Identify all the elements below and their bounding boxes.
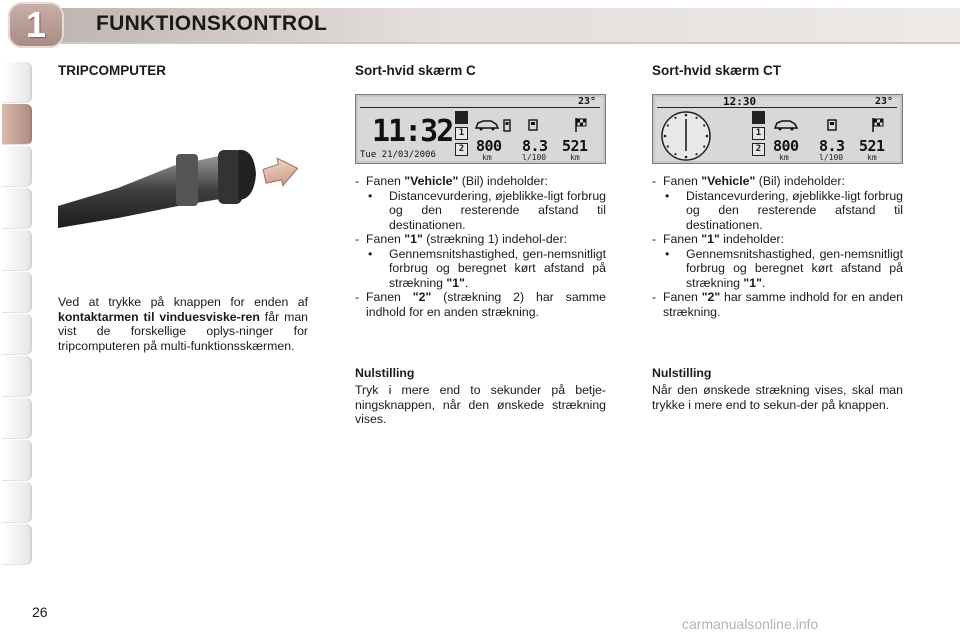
- list-item: - Fanen "1" (strækning 1) indehol-der:: [355, 232, 568, 246]
- side-tab[interactable]: [2, 188, 32, 229]
- description-text: Ved at trykke på knappen for enden af: [58, 295, 308, 309]
- display-date: Tue 21/03/2006: [360, 150, 436, 160]
- list-item: - Fanen "Vehicle" (Bil) indeholder:: [652, 174, 845, 188]
- display-unit-consumption: l/100: [522, 153, 547, 162]
- list-item: - Fanen "2" har samme indhold for en anden strækning.: [652, 290, 903, 319]
- screen-ct-heading: Sort-hvid skærm CT: [652, 63, 782, 78]
- fuel-pump-icon: [503, 118, 513, 132]
- display-value-consumption: 8.3: [522, 137, 548, 155]
- wiper-stalk-illustration: [58, 140, 308, 230]
- reset-text: Når den ønskede strækning vises, skal man trykke i mere end to sekun-der på knappen.: [652, 383, 903, 412]
- side-tab[interactable]: [2, 356, 32, 397]
- display-value-distance: 800: [773, 137, 799, 155]
- list-item: - Fanen "Vehicle" (Bil) indeholder:: [355, 174, 548, 188]
- fuel-gauge-icon: [827, 119, 837, 131]
- screen-c-heading: Sort-hvid skærm C: [355, 63, 476, 78]
- display-unit-range: km: [570, 153, 580, 162]
- tab-1: 1: [752, 127, 765, 140]
- display-value-range: 521: [562, 137, 588, 155]
- page-title: FUNKTIONSKONTROL: [96, 12, 328, 35]
- chapter-side-tabs: [0, 62, 34, 582]
- chequered-flag-icon: [871, 117, 885, 133]
- reset-text: Tryk i mere end to sekunder på betje-ningsknappen, når den ønskede strækning vises.: [355, 383, 606, 426]
- side-tab-active[interactable]: [2, 104, 32, 145]
- side-tab[interactable]: [2, 482, 32, 523]
- side-tab[interactable]: [2, 146, 32, 187]
- display-value-consumption: 8.3: [819, 137, 845, 155]
- side-tab[interactable]: [2, 440, 32, 481]
- display-value-distance: 800: [476, 137, 502, 155]
- analog-clock-icon: [659, 109, 713, 163]
- list-subitem: • Distancevurdering, øjeblikke-ligt forbrug og den resterende afstand til destinationen.: [665, 188, 903, 232]
- display-unit-distance: km: [482, 153, 492, 162]
- list-subitem: • Gennemsnitshastighed, gen-nemsnitligt forbrug og beregnet kørt afstand på strækning "1".: [665, 246, 903, 290]
- page-header: [0, 0, 960, 52]
- tab-vehicle: [752, 111, 765, 124]
- car-icon: [474, 119, 500, 131]
- display-temperature: 23°: [875, 96, 894, 107]
- reset-heading: Nulstilling: [652, 366, 712, 380]
- list-subitem: • Gennemsnitshastighed, gen-nemsnitligt forbrug og beregnet kørt afstand på strækning "1".: [368, 246, 606, 290]
- side-tab[interactable]: [2, 230, 32, 271]
- display-ct: [652, 94, 903, 164]
- side-tab[interactable]: [2, 272, 32, 313]
- side-tab[interactable]: [2, 398, 32, 439]
- tab-1: 1: [455, 127, 468, 140]
- display-clock: 12:30: [723, 95, 757, 108]
- side-tab[interactable]: [2, 62, 32, 103]
- list-subitem: • Distancevurdering, øjeblikke-ligt forbrug og den resterende afstand til destinationen.: [368, 188, 606, 232]
- chapter-number: 1: [25, 4, 47, 45]
- display-clock: 11:32: [372, 114, 453, 149]
- display-tabs: [752, 111, 766, 159]
- display-unit-consumption: l/100: [819, 153, 844, 162]
- display-tabs: [455, 111, 469, 159]
- list-item: - Fanen "2" (strækning 2) har samme indhold for en anden strækning.: [355, 290, 606, 319]
- side-tab[interactable]: [2, 314, 32, 355]
- description-bold: kontaktarmen til vinduesviske-ren: [58, 309, 260, 324]
- screen-ct-list: [652, 174, 903, 319]
- fuel-gauge-icon: [528, 119, 538, 131]
- display-unit-distance: km: [779, 153, 789, 162]
- description-text: får man vist de forskellige oplys-ninger for tripcomputeren på multi-funktionsskærmen.: [58, 309, 309, 353]
- page-number: 26: [32, 604, 48, 620]
- display-c: [355, 94, 606, 164]
- reset-heading: Nulstilling: [355, 366, 415, 380]
- display-unit-range: km: [867, 153, 877, 162]
- list-item: - Fanen "1" indeholder:: [652, 232, 785, 246]
- side-tab[interactable]: [2, 524, 32, 565]
- display-value-range: 521: [859, 137, 885, 155]
- chequered-flag-icon: [574, 117, 588, 133]
- header-rule: [54, 42, 960, 44]
- car-icon: [773, 119, 799, 131]
- tripcomputer-description: [58, 295, 308, 353]
- screen-c-list: [355, 174, 606, 319]
- tab-2: 2: [455, 143, 468, 156]
- tab-2: 2: [752, 143, 765, 156]
- tripcomputer-heading: TRIPCOMPUTER: [58, 63, 166, 78]
- display-temperature: 23°: [578, 96, 597, 107]
- tab-vehicle: [455, 111, 468, 124]
- watermark[interactable]: carmanualsonline.info: [682, 616, 819, 632]
